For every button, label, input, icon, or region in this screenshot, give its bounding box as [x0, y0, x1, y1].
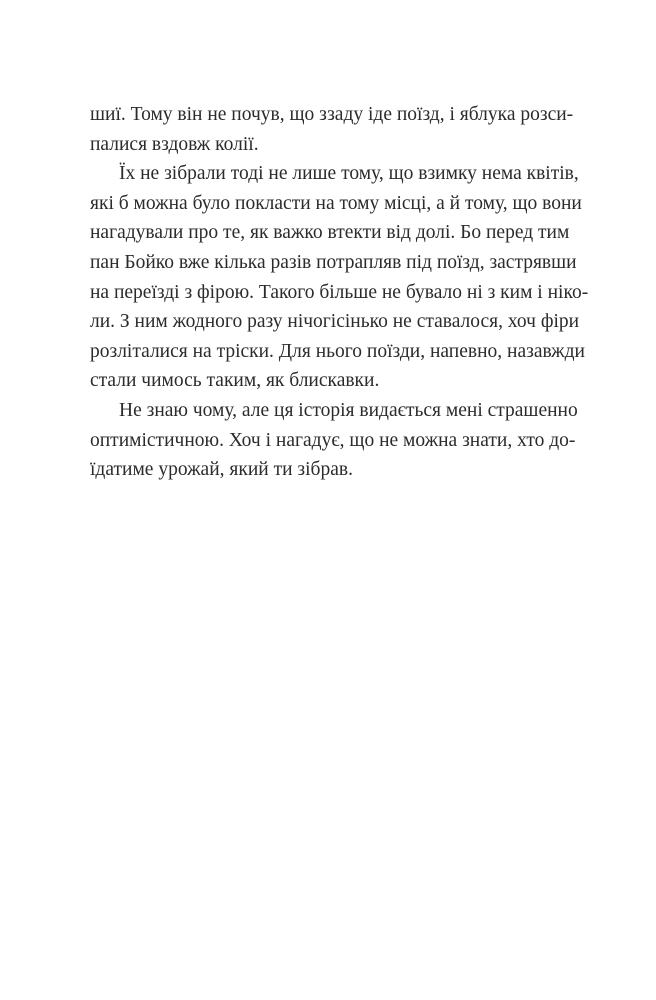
text-line: ли. З ним жодного разу нічогісінько не ставалося, хоч фіри	[90, 311, 580, 333]
text-line: їдатиме урожай, який ти зібрав.	[90, 459, 353, 481]
text-line: палися вздовж колії.	[90, 133, 259, 155]
text-line: Їх не зібрали тоді не лише тому, що взимку нема квітів,	[119, 163, 579, 185]
text-line: нагадували про те, як важко втекти від долі. Бо перед тим	[90, 222, 570, 244]
paragraph-continuation	[90, 100, 574, 159]
text-line: які б можна було покласти на тому місці, а й тому, що вони	[90, 192, 582, 214]
text-line: стали чимось таким, як блискавки.	[90, 370, 380, 392]
text-line: пан Бойко вже кілька разів потрапляв під поїзд, застрявши	[90, 251, 577, 273]
paragraph-closing	[90, 396, 578, 485]
body-text	[90, 100, 589, 485]
text-line: Не знаю чому, але ця історія видається мені страшенно	[119, 399, 578, 421]
text-line: на переїзді з фірою. Такого більше не бувало ні з ким і ніко-	[90, 281, 589, 303]
text-line: оптимістичною. Хоч і нагадує, що не можна знати, хто до-	[90, 429, 576, 451]
paragraph-boyko-story	[90, 159, 589, 396]
text-line: розліталися на тріски. Для нього поїзди, напевно, назавжди	[90, 340, 585, 362]
text-line: шиї. Тому він не почув, що ззаду іде поїзд, і яблука розси-	[90, 104, 574, 125]
